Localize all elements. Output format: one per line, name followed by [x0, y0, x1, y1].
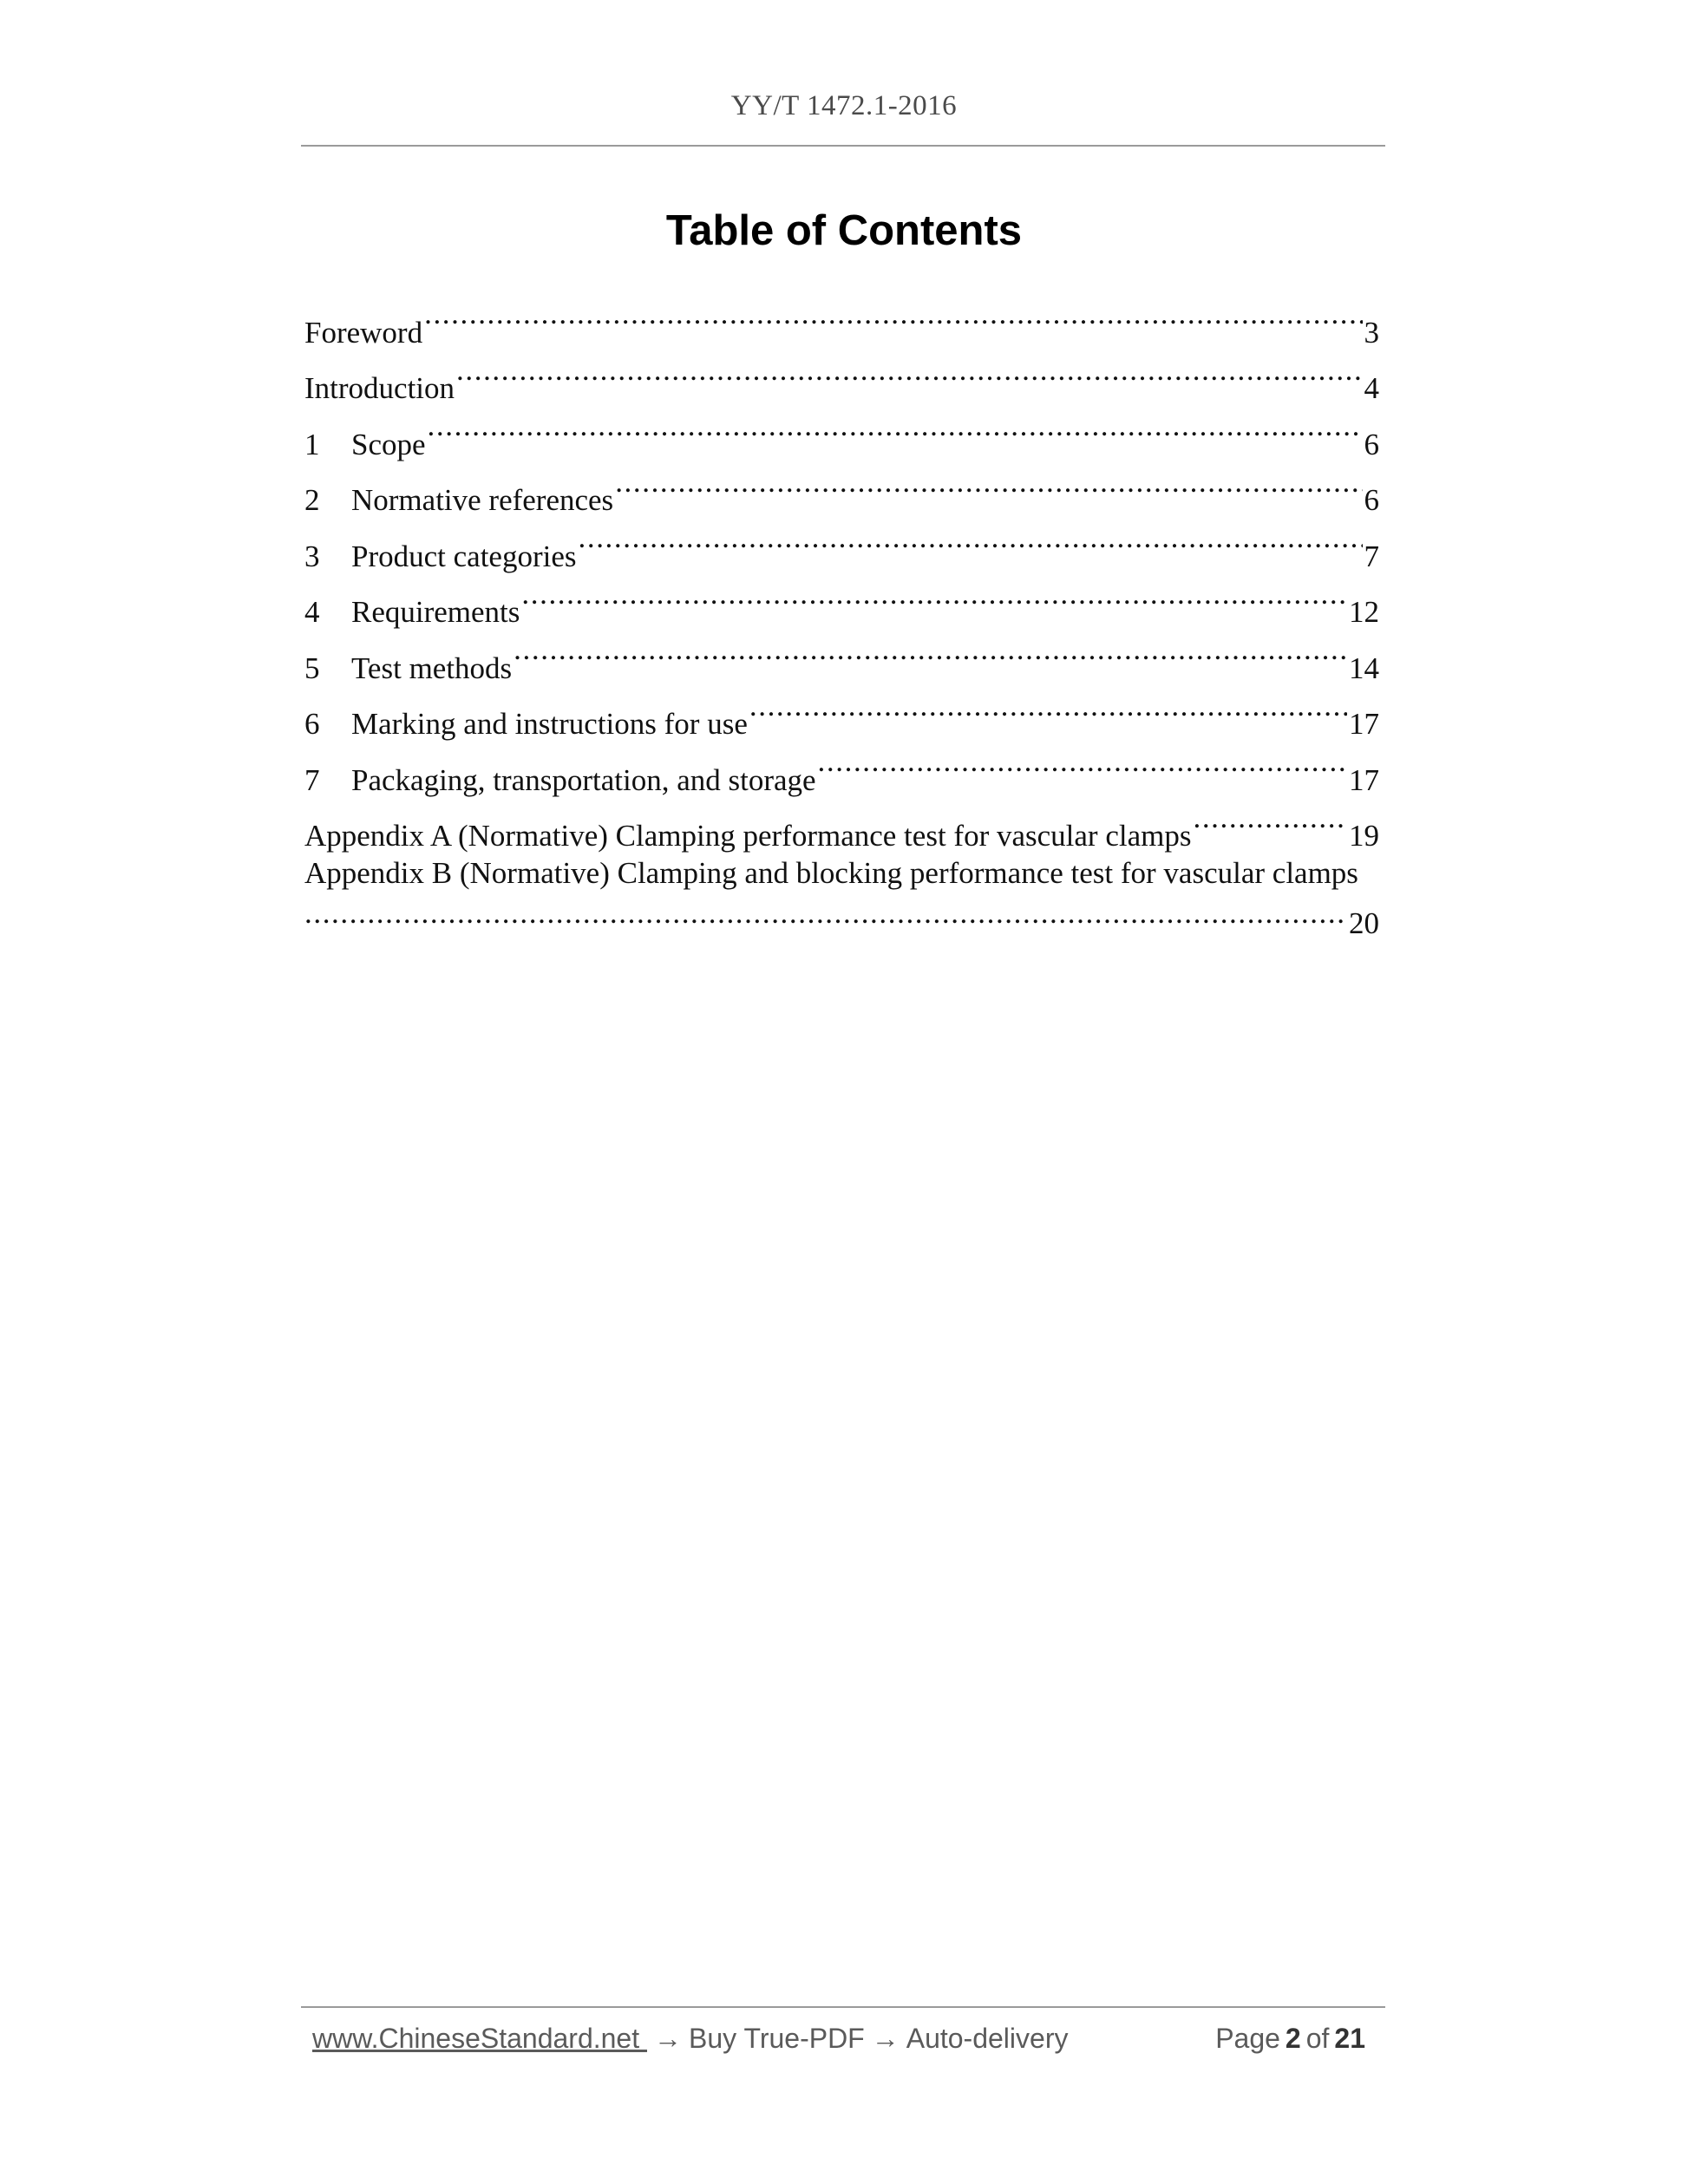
- page-footer: [312, 2023, 1371, 2055]
- toc-entry-number: 7: [304, 762, 320, 797]
- toc-entry-label: Marking and instructions for use: [351, 707, 748, 741]
- dot-leader: [1193, 790, 1347, 847]
- arrow-right-icon: →: [871, 2023, 900, 2054]
- table-of-contents: [304, 286, 1379, 944]
- toc-entry-foreword[interactable]: [304, 286, 1379, 350]
- dot-leader: [424, 286, 1362, 343]
- toc-entry-page: 3: [1364, 315, 1379, 350]
- toc-entry-number: 2: [304, 483, 320, 517]
- toc-entry-label: Introduction: [304, 371, 455, 405]
- toc-entry-number: 1: [304, 427, 320, 461]
- toc-entry-scope[interactable]: [304, 398, 1379, 461]
- dot-leader: [428, 398, 1363, 454]
- toc-entry-page: 14: [1349, 651, 1379, 685]
- dot-leader: [818, 734, 1347, 790]
- dot-leader: [615, 454, 1362, 511]
- toc-entry-introduction[interactable]: [304, 343, 1379, 405]
- website-link[interactable]: www.ChineseStandard.net: [312, 2023, 647, 2054]
- toc-entry-continuation: [304, 893, 1379, 944]
- toc-entry-label: Normative references: [351, 483, 614, 517]
- buy-text: Buy True-PDF: [689, 2023, 865, 2054]
- toc-entry-label: Appendix A (Normative) Clamping performance test for vascular clamps: [304, 819, 1192, 853]
- toc-entry-page: 19: [1349, 819, 1379, 853]
- toc-entry-page: 12: [1349, 595, 1379, 629]
- dot-leader: [304, 893, 1347, 933]
- dot-leader: [456, 343, 1362, 399]
- dot-leader: [521, 566, 1347, 623]
- toc-entry-normative-references[interactable]: [304, 454, 1379, 517]
- toc-entry-label: Packaging, transportation, and storage: [351, 762, 816, 797]
- page-title: Table of Contents: [665, 207, 1023, 254]
- page-total: 21: [1334, 2023, 1365, 2054]
- dot-leader: [749, 678, 1347, 735]
- dot-leader: [514, 622, 1347, 678]
- toc-entry-appendix-b[interactable]: [304, 846, 1379, 944]
- toc-entry-page: 4: [1364, 371, 1379, 405]
- toc-entry-page: 6: [1364, 483, 1379, 517]
- delivery-text: Auto-delivery: [906, 2023, 1069, 2054]
- dot-leader: [579, 510, 1363, 566]
- toc-entry-label: Foreword: [304, 315, 423, 350]
- toc-entry-label: Appendix B (Normative) Clamping and blocking performance test for vascular clamps: [304, 856, 1358, 890]
- toc-entry-page: 6: [1364, 427, 1379, 461]
- of-word: of: [1305, 2023, 1330, 2054]
- toc-entry-label: Requirements: [351, 595, 520, 629]
- toc-entry-label: Scope: [351, 427, 426, 461]
- page-word: Page: [1215, 2023, 1280, 2054]
- toc-entry-number: 5: [304, 651, 320, 685]
- toc-entry-number: 4: [304, 595, 320, 629]
- toc-entry-page: 17: [1349, 762, 1379, 797]
- toc-entry-number: 6: [304, 707, 320, 741]
- footer-promo: [312, 2023, 1068, 2055]
- toc-entry-page: 17: [1349, 707, 1379, 741]
- toc-entry-page: 20: [1349, 906, 1379, 940]
- toc-entry-label: Product categories: [351, 539, 577, 573]
- header-divider: [301, 145, 1385, 147]
- toc-entry-label: Test methods: [351, 651, 513, 685]
- arrow-right-icon: →: [654, 2023, 682, 2054]
- footer-divider: [301, 2006, 1385, 2008]
- toc-entry-page: 7: [1364, 539, 1379, 573]
- page-current: 2: [1285, 2023, 1301, 2054]
- toc-entry-number: 3: [304, 539, 320, 573]
- page-number: [1215, 2023, 1371, 2055]
- document-id-header: YY/T 1472.1-2016: [730, 90, 958, 121]
